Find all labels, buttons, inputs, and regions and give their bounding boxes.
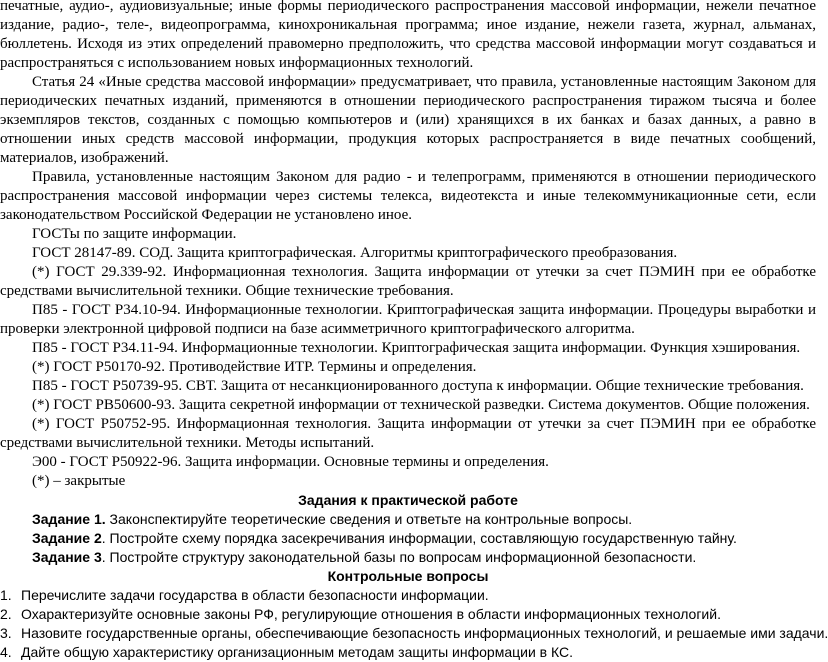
paragraph-mass-media-forms: печатные, аудио-, аудиовизуальные; иные формы периодического распространения массовой информации, нежели печатное издание, радио-, теле-, видеопрограмма, кинохроникальная программа; иное издание, нежели газета, журнал, альманах, бюллетень. Исходя из этих определений правомерно предположить, что средства массовой информации могут создаваться и распространяться с использованием новых информационных технологий.: [0, 0, 816, 71]
question-text: Охарактеризуйте основные законы РФ, регулирующие отношения в области информационных технологий.: [21, 606, 721, 622]
question-item: [0, 605, 816, 624]
task-label: Задание 3: [32, 549, 102, 565]
question-number: 2.: [0, 606, 12, 622]
gost-heading: ГОСТы по защите информации.: [32, 226, 237, 242]
question-text: Перечислите задачи государства в области безопасности информации.: [21, 587, 489, 603]
task-label: Задание 1.: [32, 511, 106, 527]
gost-item: П85 - ГОСТ Р34.10-94. Информационные технологии. Криптографическая защита информации. Процедуры выработки и проверки электронной цифровой подписи на базе асимметричного криптографического алгоритма.: [0, 302, 816, 337]
question-item: [0, 643, 816, 662]
question-item: [0, 586, 816, 605]
gost-item: (*) ГОСТ 29.339-92. Информационная технология. Защита информации от утечки за счет ПЭМИН при ее обработке средствами вычислительной техники. Общие технические требования.: [0, 264, 816, 299]
question-item: [0, 624, 828, 643]
task-text: Законспектируйте теоретические сведения и ответьте на контрольные вопросы.: [105, 511, 633, 527]
gost-item: Э00 - ГОСТ Р50922-96. Защита информации. Основные термины и определения.: [32, 454, 549, 470]
question-text: Дайте общую характеристику организационным методам защиты информации в КС.: [21, 644, 573, 660]
gost-footnote: (*) – закрытые: [32, 473, 126, 489]
gost-item: (*) ГОСТ Р50170-92. Противодействие ИТР. Термины и определения.: [32, 359, 477, 375]
questions-list: [0, 586, 828, 662]
paragraph-article-24: Статья 24 «Иные средства массовой информации» предусматривает, что правила, установленные настоящим Законом для периодических печатных изданий, применяются в отношении периодического распространения тиражом тысяча и более экземпляров текстов, созданных с помощью компьютеров и (или) хранящихся в их банках и базах данных, а равно в отношении иных средств массовой информации, продукция которых распространяется в виде печатных сообщений, материалов, изображений.: [0, 74, 816, 166]
question-number: 3.: [0, 625, 12, 641]
questions-heading: Контрольные вопросы: [327, 568, 489, 584]
question-number: 1.: [0, 587, 12, 603]
task-item: [0, 510, 816, 529]
task-item: [0, 529, 816, 548]
task-text: . Постройте схему порядка засекречивания информации, составляющую государственную тайну.: [101, 530, 737, 546]
paragraph-telecom-rules: Правила, установленные настоящим Законом для радио - и телепрограмм, применяются в отношении периодического распространения массовой информации через системы телекса, видеотекста и иные телекоммуникационные сети, если законодательством Российской Федерации не установлено иное.: [0, 169, 816, 223]
question-text: Назовите государственные органы, обеспечивающие безопасность информационных технологий, и решаемые ими задачи.: [21, 625, 828, 641]
gost-item: ГОСТ 28147-89. СОД. Защита криптографическая. Алгоритмы криптографического преобразования.: [32, 245, 678, 261]
question-number: 4.: [0, 644, 12, 660]
gost-item: (*) ГОСТ РВ50600-93. Защита секретной информации от технической разведки. Система документов. Общие положения.: [32, 397, 810, 413]
tasks-heading: Задания к практической работе: [298, 492, 518, 508]
task-text: . Постройте структуру законодательной базы по вопросам информационной безопасности.: [101, 549, 697, 565]
gost-item: (*) ГОСТ Р50752-95. Информационная технология. Защита информации от утечки за счет ПЭМИН при ее обработке средствами вычислительной техники. Методы испытаний.: [0, 416, 816, 451]
task-item: [0, 548, 816, 567]
task-label: Задание 2: [32, 530, 102, 546]
gost-item: П85 - ГОСТ Р50739-95. СВТ. Защита от несанкционированного доступа к информации. Общие технические требования.: [32, 378, 804, 394]
gost-item: П85 - ГОСТ Р34.11-94. Информационные технологии. Криптографическая защита информации. Функция хэширования.: [32, 340, 801, 356]
